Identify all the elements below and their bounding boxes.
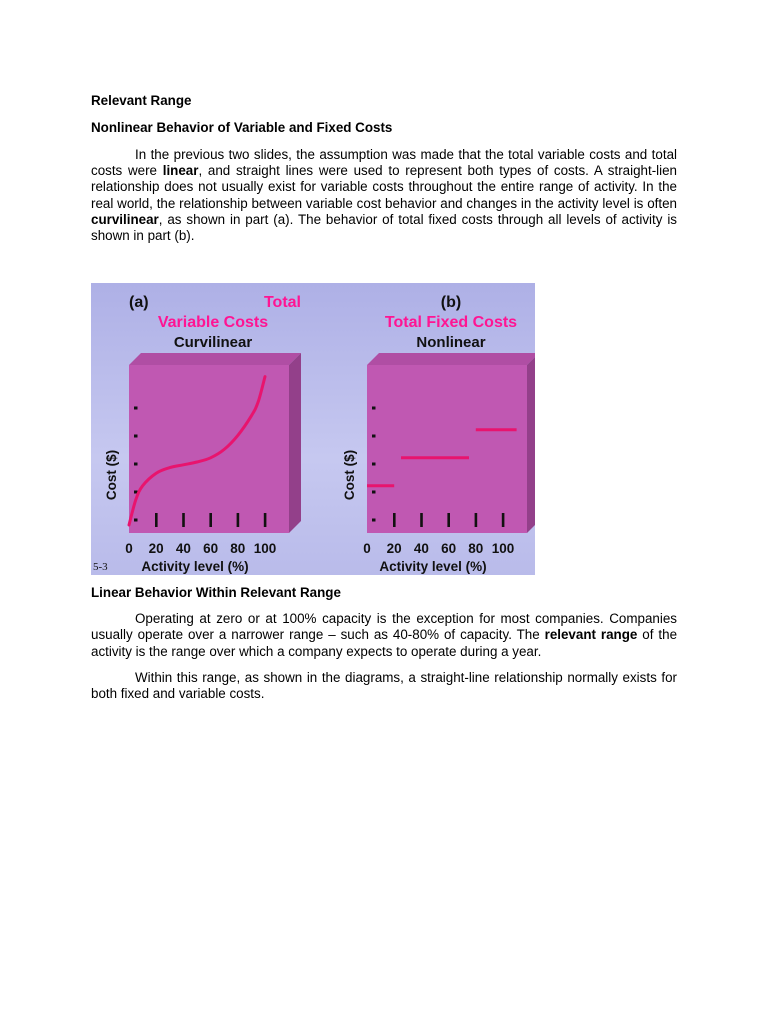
y-axis-tick — [372, 463, 376, 466]
bold-term: relevant range — [544, 627, 638, 643]
y-axis-tick — [372, 491, 376, 494]
chart-a-title-total: Total — [263, 294, 301, 312]
chart-caption: Curvilinear — [173, 334, 253, 352]
x-tick-label: 0 — [125, 541, 133, 557]
y-axis-tick — [372, 435, 376, 438]
x-tick-label: 40 — [175, 541, 191, 557]
x-tick-label: 60 — [441, 541, 457, 557]
x-axis-label: Activity level (%) — [379, 559, 487, 575]
section-title-linear-behavior: Linear Behavior Within Relevant Range — [91, 585, 341, 601]
x-tick-label: 100 — [253, 541, 277, 557]
x-axis-tick — [447, 513, 450, 527]
doc-subtitle: Nonlinear Behavior of Variable and Fixed Costs — [91, 120, 393, 135]
x-tick-label: 60 — [203, 541, 219, 557]
plot-box-top — [367, 353, 535, 365]
plot-area — [129, 365, 289, 533]
y-axis-tick — [134, 463, 138, 466]
y-axis-tick — [134, 519, 138, 522]
doc-title: Relevant Range — [91, 93, 192, 108]
intro-paragraph — [91, 147, 677, 244]
x-axis-tick — [155, 513, 158, 527]
cost-behavior-charts — [91, 283, 535, 575]
x-axis-tick — [182, 513, 185, 527]
chart-b-title: Total Fixed Costs — [384, 314, 518, 332]
bold-term: curvilinear — [91, 211, 159, 227]
x-axis-tick — [475, 513, 478, 527]
text-run: In the previous two slides, the assumption was made that the total variable costs and total costs were — [91, 147, 677, 179]
x-axis-tick — [264, 513, 267, 527]
document-content — [91, 93, 677, 702]
within-range-paragraph — [91, 670, 677, 702]
x-axis-tick — [393, 513, 396, 527]
x-tick-label: 80 — [468, 541, 484, 557]
chart-a-letter: (a) — [129, 294, 149, 312]
x-axis-tick — [209, 513, 212, 527]
y-axis-label: Cost ($) — [104, 450, 119, 501]
plot-box-top — [129, 353, 301, 365]
chart-b-letter: (b) — [440, 294, 462, 312]
x-tick-label: 0 — [363, 541, 371, 557]
text-run: , and straight lines were used to represent both types of costs. A straight-lien relationship does not usually exist for variable costs throughout the entire range of activity. In the real world, the relationship between variable cost behavior and changes in the activity level is often — [91, 163, 677, 211]
text-run: , as shown in part (a). The behavior of total fixed costs through all levels of activity is shown in part (b). — [91, 211, 677, 244]
text-run: of the activity is the range over which a company expects to operate during a year. — [91, 627, 678, 659]
y-axis-tick — [134, 435, 138, 438]
slide-number: 5-3 — [93, 561, 108, 574]
bold-term: linear — [162, 163, 199, 179]
y-axis-tick — [134, 407, 138, 410]
y-axis-label: Cost ($) — [342, 450, 357, 501]
x-tick-label: 40 — [413, 541, 429, 557]
x-tick-label: 20 — [386, 541, 402, 557]
y-axis-tick — [372, 407, 376, 410]
cost-behavior-figure — [91, 283, 535, 575]
plot-area — [367, 365, 527, 533]
operating-paragraph — [91, 611, 677, 660]
x-axis-tick — [502, 513, 505, 527]
x-axis-label: Activity level (%) — [141, 559, 249, 575]
plot-box-side — [289, 353, 301, 533]
chart-caption: Nonlinear — [416, 334, 486, 352]
text-run: Within this range, as shown in the diagrams, a straight-line relationship normally exists for both fixed and variable costs. — [91, 669, 677, 702]
x-tick-label: 80 — [230, 541, 246, 557]
text-run: Operating at zero or at 100% capacity is the exception for most companies. Companies usually operate over a narrower range – such as 40-80% of capacity. The — [91, 611, 677, 643]
y-axis-tick — [372, 519, 376, 522]
x-axis-tick — [420, 513, 423, 527]
x-axis-tick — [237, 513, 240, 527]
chart-a-title-rest: Variable Costs — [157, 314, 269, 332]
plot-box-side — [527, 353, 535, 533]
x-tick-label: 20 — [148, 541, 164, 557]
x-tick-label: 100 — [491, 541, 515, 557]
